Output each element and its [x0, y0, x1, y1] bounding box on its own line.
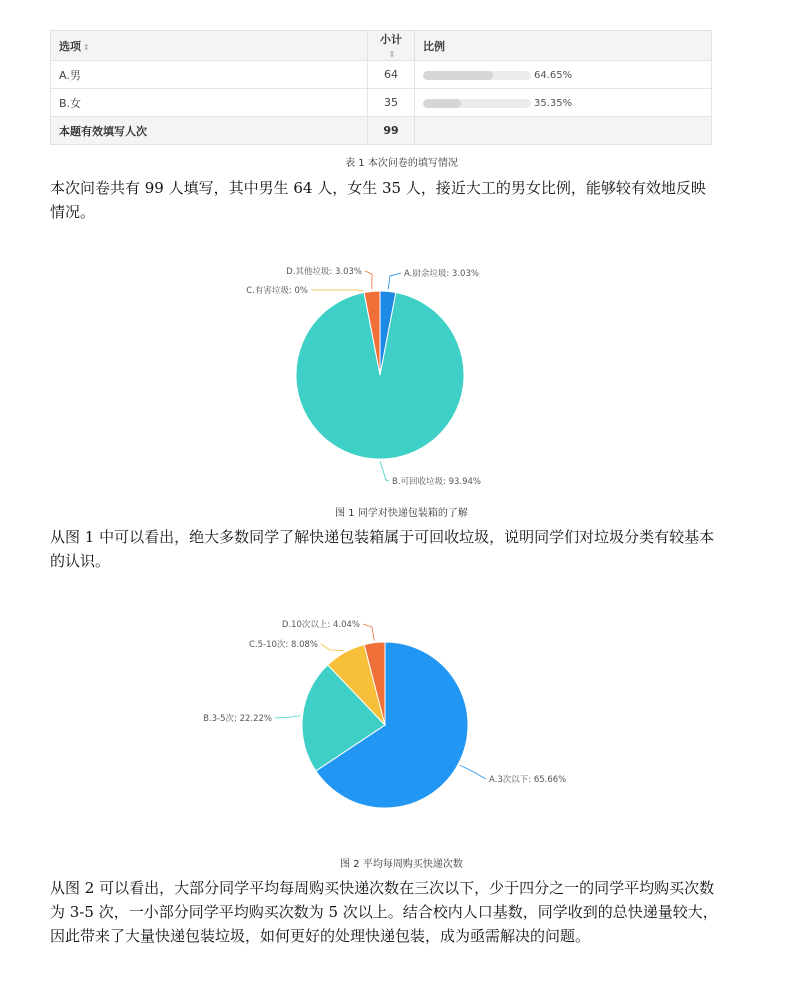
pie-chart-waste-category: [0, 250, 803, 500]
figure-2-caption: 图 2 平均每周购买快递次数: [340, 859, 463, 870]
row-count: 64: [368, 61, 415, 89]
slice-label: D.其他垃圾: 3.03%: [286, 267, 362, 277]
slice-label: C.有害垃圾: 0%: [246, 286, 308, 296]
header-ratio: [415, 31, 712, 61]
footer-label: 本题有效填写人次: [51, 117, 368, 145]
progress-bar: [423, 99, 531, 108]
survey-result-table: [50, 30, 712, 145]
paragraph-3: 从图 2 可以看出，大部分同学平均每周购买快递次数在三次以下，少于四分之一的同学平均购买次数为 3-5 次，一小部分同学平均购买次数为 5 次以上。结合校内人口基数，同学收到的总快递量较大，因此带来了大量快递包装垃圾，如何更好的处理快递包装，成为亟需解决的问题。: [50, 879, 718, 945]
row-ratio: [415, 89, 712, 117]
leader-line: [365, 271, 372, 289]
paragraph-1: 本次问卷共有 99 人填写，其中男生 64 人，女生 35 人，接近大工的男女比例，能够较有效地反映情况。: [50, 179, 706, 221]
row-option: A.男: [51, 61, 368, 89]
header-ratio-label: 比例: [423, 39, 445, 53]
leader-line: [321, 644, 344, 651]
table-header-row: [51, 31, 712, 61]
pie-chart-weekly-purchases: [0, 605, 803, 850]
leader-line: [311, 290, 364, 291]
row-option: B.女: [51, 89, 368, 117]
slice-label: A.3次以下: 65.66%: [489, 775, 567, 785]
slice-label: C.5-10次: 8.08%: [249, 640, 318, 650]
progress-bar-fill: [423, 71, 493, 80]
slice-label: A.厨余垃圾: 3.03%: [404, 269, 479, 279]
slice-label: B.可回收垃圾: 93.94%: [392, 477, 482, 487]
row-percent: 35.35%: [534, 97, 573, 109]
row-percent: 64.65%: [534, 69, 573, 81]
header-count[interactable]: [368, 31, 415, 61]
row-ratio: [415, 61, 712, 89]
header-option[interactable]: [51, 31, 368, 61]
table-caption: 表 1 本次问卷的填写情况: [345, 158, 458, 169]
figure-1-caption: 图 1 同学对快递包装箱的了解: [335, 508, 468, 519]
header-count-label: 小计: [380, 33, 402, 46]
leader-line: [460, 765, 486, 779]
progress-bar: [423, 71, 531, 80]
progress-bar-fill: [423, 99, 461, 108]
leader-line: [388, 273, 401, 289]
table-row: [51, 61, 712, 89]
table-footer-row: [51, 117, 712, 145]
row-count: 35: [368, 89, 415, 117]
footer-count: 99: [368, 117, 415, 145]
slice-label: B.3-5次: 22.22%: [203, 714, 272, 724]
header-option-label: 选项: [59, 39, 81, 53]
sort-icon[interactable]: ⇕: [388, 50, 396, 59]
paragraph-2: 从图 1 中可以看出，绝大多数同学了解快递包装箱属于可回收垃圾，说明同学们对垃圾分类有较基本的认识。: [50, 528, 715, 570]
footer-empty: [415, 117, 712, 145]
sort-icon[interactable]: ⇕: [83, 42, 90, 52]
table-row: [51, 89, 712, 117]
leader-line: [380, 461, 389, 481]
slice-label: D.10次以上: 4.04%: [281, 620, 360, 630]
leader-line: [275, 716, 301, 718]
leader-line: [363, 624, 374, 641]
